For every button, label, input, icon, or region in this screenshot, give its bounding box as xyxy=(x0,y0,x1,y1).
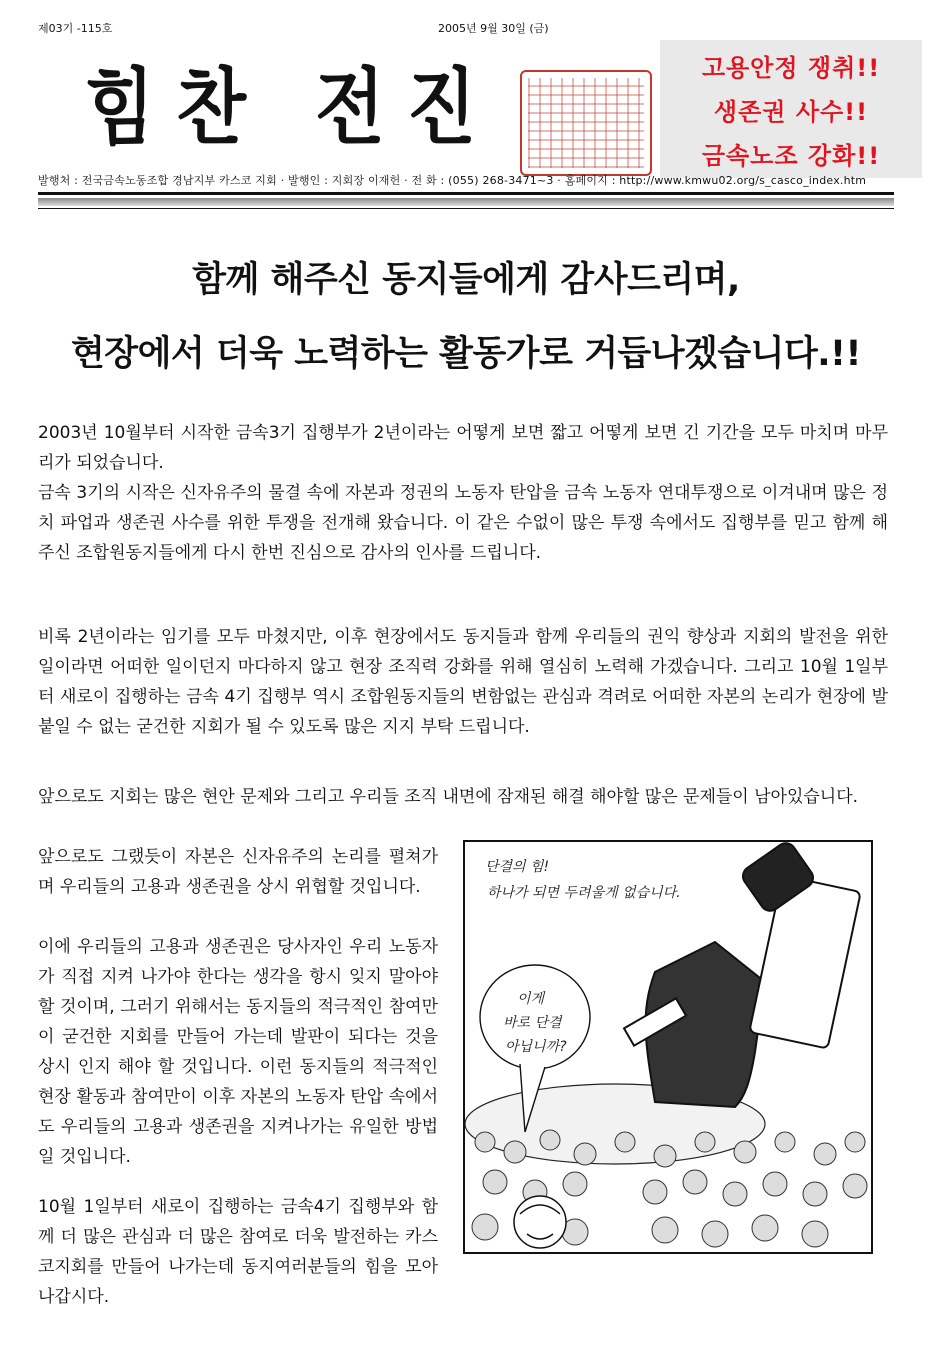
paragraph-1: 2003년 10월부터 시작한 금속3기 집행부가 2년이라는 어떻게 보면 짧고 어떻게 보면 긴 기간을 모두 마치며 마무리가 되었습니다. xyxy=(38,423,888,473)
publisher-info: 발행처 : 전국금속노동조합 경남지부 카스코 지회 · 발행인 : 지회장 이재헌 · 전 화 : (055) 268-3471~3 · 홈페이지 : http://www.kmwu02.org/s_casco_index.htm xyxy=(38,174,867,187)
paragraph-2: 금속 3기의 시작은 신자유주의 물결 속에 자본과 정권의 노동자 탄압을 금속 노동자 연대투쟁으로 이겨내며 많은 정치 파업과 생존권 사수를 위한 투쟁을 전개해 왔습니다. 이 같은 수없이 많은 투쟁 속에서도 집행부를 믿고 함께 해주신 조합원동지들에게 다시 한번 진심으로 감사의 인사를 드립니다. xyxy=(38,483,888,563)
paragraph-5: 앞으로도 그랬듯이 자본은 신자유주의 논리를 펼쳐가며 우리들의 고용과 생존권을 상시 위협할 것입니다. xyxy=(38,847,438,897)
paragraph-7: 10월 1일부터 새로이 집행하는 금속4기 집행부와 함께 더 많은 관심과 더 많은 참여로 더욱 발전하는 카스코지회를 만들어 나가는데 동지여러분들의 힘을 모아나갑시다. xyxy=(38,1197,438,1307)
issue-number: 제03기 -115호 xyxy=(38,22,113,35)
paragraph-4: 앞으로도 지회는 많은 현안 문제와 그리고 우리들 조직 내면에 잠재된 해결 해야할 많은 문제들이 남아있습니다. xyxy=(38,787,859,807)
headline-line-2: 현장에서 더욱 노력하는 활동가로 거듭나겠습니다.!! xyxy=(71,334,861,374)
cartoon-bubble-line-1: 이게 xyxy=(517,991,545,1007)
issue-date: 2005년 9월 30일 (금) xyxy=(438,22,549,35)
cartoon-caption-2: 하나가 되면 두려울게 없습니다. xyxy=(487,885,681,901)
slogan-2: 생존권 사수!! xyxy=(713,98,869,126)
cartoon-bubble-line-3: 아닙니까? xyxy=(505,1039,567,1055)
header-rule-shade xyxy=(38,198,894,206)
slogan-1: 고용안정 쟁취!! xyxy=(701,54,881,82)
cartoon-caption-1: 단결의 힘! xyxy=(485,859,550,875)
slogan-3: 금속노조 강화!! xyxy=(701,142,881,170)
slogan-box xyxy=(660,40,922,178)
header-rule-thin xyxy=(38,208,894,209)
paragraph-6: 이에 우리들의 고용과 생존권은 당사자인 우리 노동자가 직접 지켜 나가야 한다는 생각을 항시 잊지 말아야 할 것이며, 그러기 위해서는 동지들의 적극적인 참여만이 굳건한 지회를 만들어 가는데 발판이 되다는 것을 상시 인지 해야 할 것입니다. 이런 동지들의 적극적인 현장 활동과 참여만이 이후 자본의 노동자 탄압 속에서도 우리들의 고용과 생존권을 지켜나가는 유일한 방법일 것입니다. xyxy=(38,937,438,1167)
cartoon-illustration xyxy=(463,840,873,1254)
cartoon-bubble-line-2: 바로 단결 xyxy=(503,1015,562,1031)
seal-stamp xyxy=(520,70,652,176)
headline-line-1: 함께 해주신 동지들에게 감사드리며, xyxy=(192,260,740,300)
header-rule xyxy=(38,192,894,195)
masthead-title: 힘찬 전진 xyxy=(85,59,499,156)
paragraph-3: 비록 2년이라는 임기를 모두 마쳤지만, 이후 현장에서도 동지들과 함께 우리들의 권익 향상과 지회의 발전을 위한 일이라면 어떠한 일이던지 마다하지 않고 현장 조직력 강화를 위해 열심히 노력해 가겠습니다. 그리고 10월 1일부터 새로이 집행하는 금속 4기 집행부 역시 조합원동지들의 변함없는 관심과 격려로 어떠한 자본의 논리가 현장에 발붙일 수 없는 굳건한 지회가 될 수 있도록 많은 지지 부탁 드립니다. xyxy=(38,627,888,737)
